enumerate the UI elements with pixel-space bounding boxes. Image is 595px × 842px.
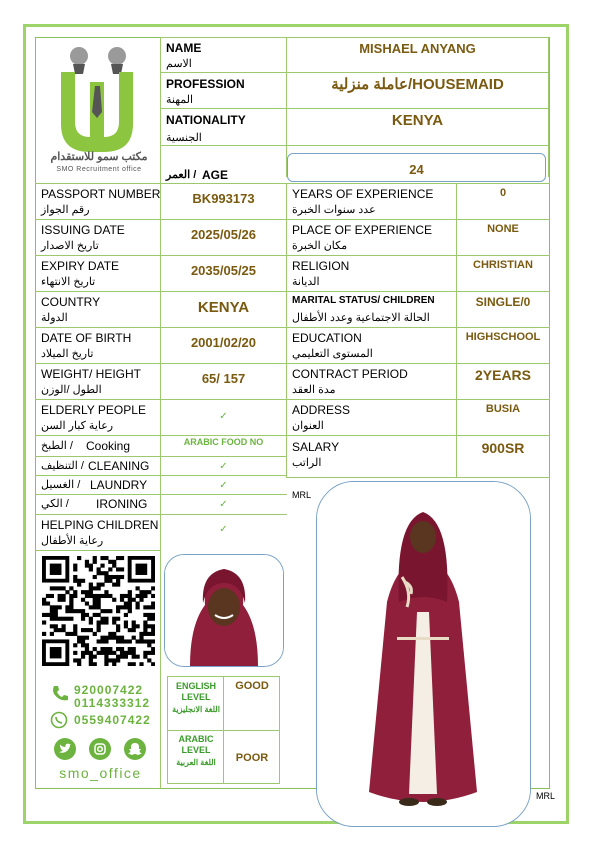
field-label: MARITAL STATUS/ CHILDREN [292, 295, 435, 306]
divider [35, 456, 287, 457]
skill-label: HELPING CHILDREN [41, 518, 159, 532]
divider [35, 183, 550, 184]
divider [35, 219, 287, 220]
divider [286, 399, 550, 400]
skill-label-ar: التنظيف / [41, 460, 84, 472]
skill-label: IRONING [96, 497, 148, 511]
field-label-ar: الطول /الوزن [41, 384, 102, 396]
field-value: SINGLE/0 [475, 295, 531, 309]
full-body-photo-frame [316, 481, 531, 827]
field-label-ar: العنوان [292, 420, 324, 432]
field-label-ar: الدولة [41, 312, 68, 324]
social-handle[interactable]: smo_office [59, 765, 142, 781]
field-label-ar: عدد سنوات الخبرة [292, 204, 376, 216]
divider [35, 494, 287, 495]
divider [35, 255, 287, 256]
field-value: 65/ 157 [201, 371, 246, 386]
field-label-ar: تاريخ الاصدار [41, 240, 99, 252]
field-value: 2001/02/20 [190, 335, 257, 350]
divider [160, 37, 549, 38]
divider [286, 363, 550, 364]
instagram-icon[interactable] [89, 738, 111, 760]
divider [286, 435, 550, 436]
skill-label: LAUNDRY [90, 478, 148, 492]
phone-2[interactable]: 0114333312 [74, 696, 151, 710]
field-value: KENYA [197, 299, 250, 316]
divider [286, 183, 287, 477]
logo [45, 42, 155, 182]
language-table [167, 676, 280, 784]
logo-arabic-name: مكتب سمو للاستقدام [50, 151, 148, 163]
divider [35, 399, 287, 400]
divider [160, 145, 549, 146]
english-level-value: GOOD [235, 680, 269, 692]
field-label: ELDERLY PEOPLE [41, 403, 146, 417]
field-label: COUNTRY [41, 295, 101, 309]
skill-label: Cooking [86, 439, 131, 453]
age-label-ar: العمر / [166, 169, 197, 181]
twitter-icon[interactable] [54, 738, 76, 760]
field-label: ADDRESS [292, 403, 351, 417]
divider [286, 327, 550, 328]
field-label-ar: رقم الجواز [41, 204, 90, 216]
arabic-level-label-ar: اللغة العربية [176, 758, 216, 767]
skill-label-ar: الطبخ / [41, 440, 73, 452]
field-label-ar: مدة العقد [292, 384, 336, 396]
divider [286, 477, 550, 478]
divider [35, 291, 287, 292]
field-label-ar: الحالة الاجتماعية وعدد الأطفال [292, 312, 430, 324]
skill-value: ✓ [219, 499, 228, 510]
skill-label-ar: الكي / [41, 498, 69, 510]
nationality-label: NATIONALITY [166, 113, 246, 127]
divider [35, 327, 287, 328]
field-label-ar: الديانة [292, 276, 320, 288]
skill-value: ARABIC FOOD NO [183, 437, 264, 447]
whatsapp-number[interactable]: 0559407422 [74, 713, 151, 727]
field-value: 2YEARS [474, 367, 532, 383]
age-label: AGE [202, 168, 229, 182]
arabic-level-value: POOR [235, 752, 269, 764]
name-label: NAME [166, 41, 202, 55]
age-value: 24 [409, 162, 424, 177]
field-label-ar: تاريخ الميلاد [41, 348, 94, 360]
snapchat-icon[interactable] [124, 738, 146, 760]
skill-value: ✓ [219, 461, 228, 472]
field-value: CHRISTIAN [473, 259, 533, 271]
divider [548, 37, 549, 177]
field-label: SALARY [292, 440, 340, 454]
field-label-ar: مكان الخبرة [292, 240, 348, 252]
field-value: NONE [487, 223, 519, 235]
field-label: CONTRACT PERIOD [292, 367, 408, 381]
divider [286, 219, 550, 220]
phone-1[interactable]: 920007422 [74, 683, 144, 697]
field-value: 2035/05/25 [190, 263, 257, 278]
divider [35, 435, 287, 436]
field-value: BUSIA [485, 403, 521, 415]
divider [35, 550, 161, 551]
field-label: EDUCATION [292, 331, 362, 345]
divider [286, 291, 550, 292]
profession-label: PROFESSION [166, 77, 245, 91]
field-value: 0 [499, 187, 507, 199]
nationality-label-ar: الجنسية [166, 132, 202, 144]
logo-english-name: SMO Recruitment office [56, 166, 142, 173]
portrait-photo [165, 555, 283, 666]
whatsapp-icon [50, 711, 68, 729]
field-label: YEARS OF EXPERIENCE [292, 187, 434, 201]
mrl-label-bottom: MRL [536, 791, 556, 801]
qr-code[interactable] [42, 556, 155, 666]
divider [35, 475, 287, 476]
skill-label-ar: الغسيل / [41, 479, 81, 491]
divider [35, 363, 287, 364]
phone-icon [50, 684, 70, 704]
profession-value: عاملة منزلية/HOUSEMAID [331, 76, 504, 93]
english-level-label: ENGLISH LEVEL [175, 681, 216, 702]
divider [286, 255, 550, 256]
nationality-value: KENYA [391, 112, 444, 129]
field-label: DATE OF BIRTH [41, 331, 132, 345]
field-label: PASSPORT NUMBER [41, 187, 161, 201]
name-value: MISHAEL ANYANG [359, 41, 476, 56]
field-label: ISSUING DATE [41, 223, 125, 237]
english-level-label-ar: اللغة الانجليزية [172, 705, 220, 714]
full-body-photo [317, 482, 530, 826]
field-label: RELIGION [292, 259, 350, 273]
portrait-photo-frame [164, 554, 284, 667]
smo-logo-icon [45, 42, 155, 162]
field-label: WEIGHT/ HEIGHT [41, 367, 141, 381]
divider [35, 514, 287, 515]
field-label: EXPIRY DATE [41, 259, 120, 273]
field-value: HIGHSCHOOL [465, 331, 541, 343]
divider [160, 108, 549, 109]
skill-value: ✓ [219, 480, 228, 491]
name-label-ar: الاسم [166, 58, 192, 70]
divider [160, 72, 549, 73]
field-label-ar: المستوى التعليمي [292, 348, 373, 360]
field-value: BK993173 [192, 191, 255, 206]
profession-label-ar: المهنة [166, 94, 194, 106]
field-value: 2025/05/26 [190, 227, 257, 242]
arabic-level-label: ARABIC LEVEL [178, 734, 214, 755]
field-label: PLACE OF EXPERIENCE [292, 223, 433, 237]
field-label-ar: الراتب [292, 457, 322, 469]
skill-label: CLEANING [88, 459, 150, 473]
field-label-ar: رعاية كبار السن [41, 420, 114, 432]
field-value: ✓ [219, 411, 228, 422]
field-label-ar: تاريخ الانتهاء [41, 276, 96, 288]
skill-label-ar: رعاية الأطفال [41, 535, 104, 547]
skill-value: ✓ [219, 524, 228, 535]
mrl-label-top: MRL [292, 490, 312, 500]
field-value: 900SR [481, 440, 525, 456]
